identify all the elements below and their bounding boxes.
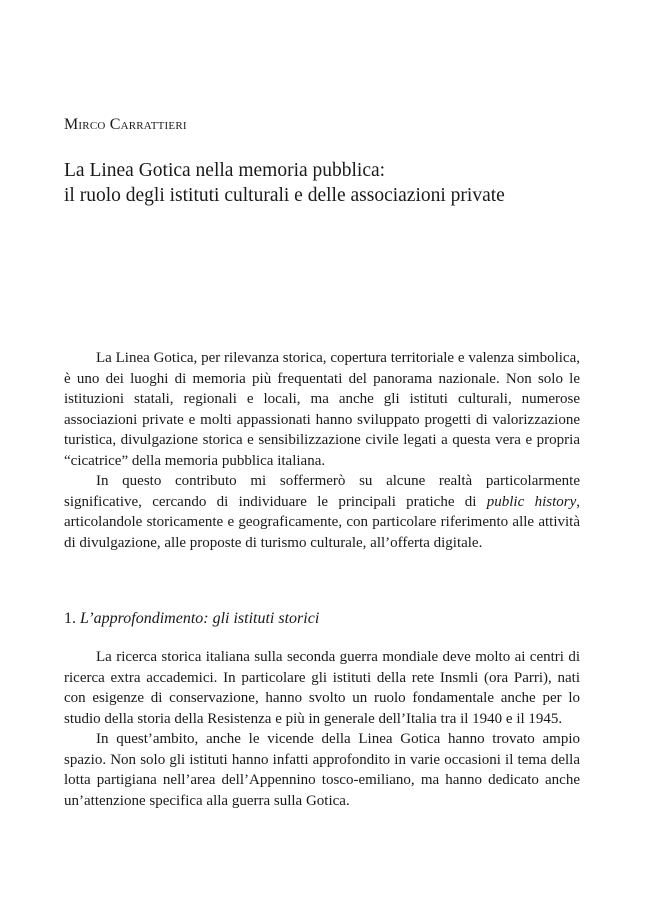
section-heading: [64, 610, 319, 628]
section-paragraph-2: In quest’ambito, anche le vicende della Linea Gotica hanno trovato ampio spazio. Non solo gli istituti hanno infatti approfondito in varie occasioni il tema della lotta partigiana nell’area dell’Appennino tosco-emiliano, ma hanno dedicato anche un’attenzione specifica alla guerra sulla Gotica.: [64, 731, 580, 809]
abstract-p2-italic: public history: [486, 493, 577, 510]
abstract: [64, 348, 580, 553]
abstract-p2-text-b: , articolandole storicamente e geograficamente, con particolare riferimento alle attività di divulgazione, alle proposte di turismo culturale, all’offerta digitale.: [64, 493, 580, 551]
abstract-paragraph-1: La Linea Gotica, per rilevanza storica, copertura territoriale e valenza simbolica, è uno dei luoghi di memoria più frequentati del panorama nazionale. Non solo le istituzioni statali, regionali e locali, ma anche gli istituti culturali, numerose associazioni private e molti appassionati hanno sviluppato progetti di valorizzazione turistica, divulgazione storica e sensibilizzazione civile legati a questa vera e propria “cicatrice” della memoria pubblica italiana.: [64, 350, 580, 469]
title-line-1: La Linea Gotica nella memoria pubblica:: [64, 160, 386, 181]
abstract-p2-text-a: In questo contributo mi soffermerò su alcune realtà particolarmente significative, cercando di individuare le principali pratiche di: [64, 473, 580, 510]
section-title: L’approfondimento: gli istituti storici: [80, 610, 320, 627]
author-name: Mirco Carrattieri: [64, 116, 187, 133]
section-body: [64, 647, 580, 811]
article-title: [64, 158, 604, 208]
abstract-paragraph-2: [64, 471, 580, 553]
title-line-2: il ruolo degli istituti culturali e delle associazioni private: [64, 185, 505, 206]
section-paragraph-1: La ricerca storica italiana sulla seconda guerra mondiale deve molto ai centri di ricerca extra accademici. In particolare gli istituti della rete Insmli (ora Parri), nati con esigenze di conservazione, hanno svolto un ruolo fondamentale anche per lo studio della storia della Resistenza e più in generale dell’Italia tra il 1940 e il 1945.: [64, 649, 580, 727]
section-number: 1.: [64, 610, 76, 627]
